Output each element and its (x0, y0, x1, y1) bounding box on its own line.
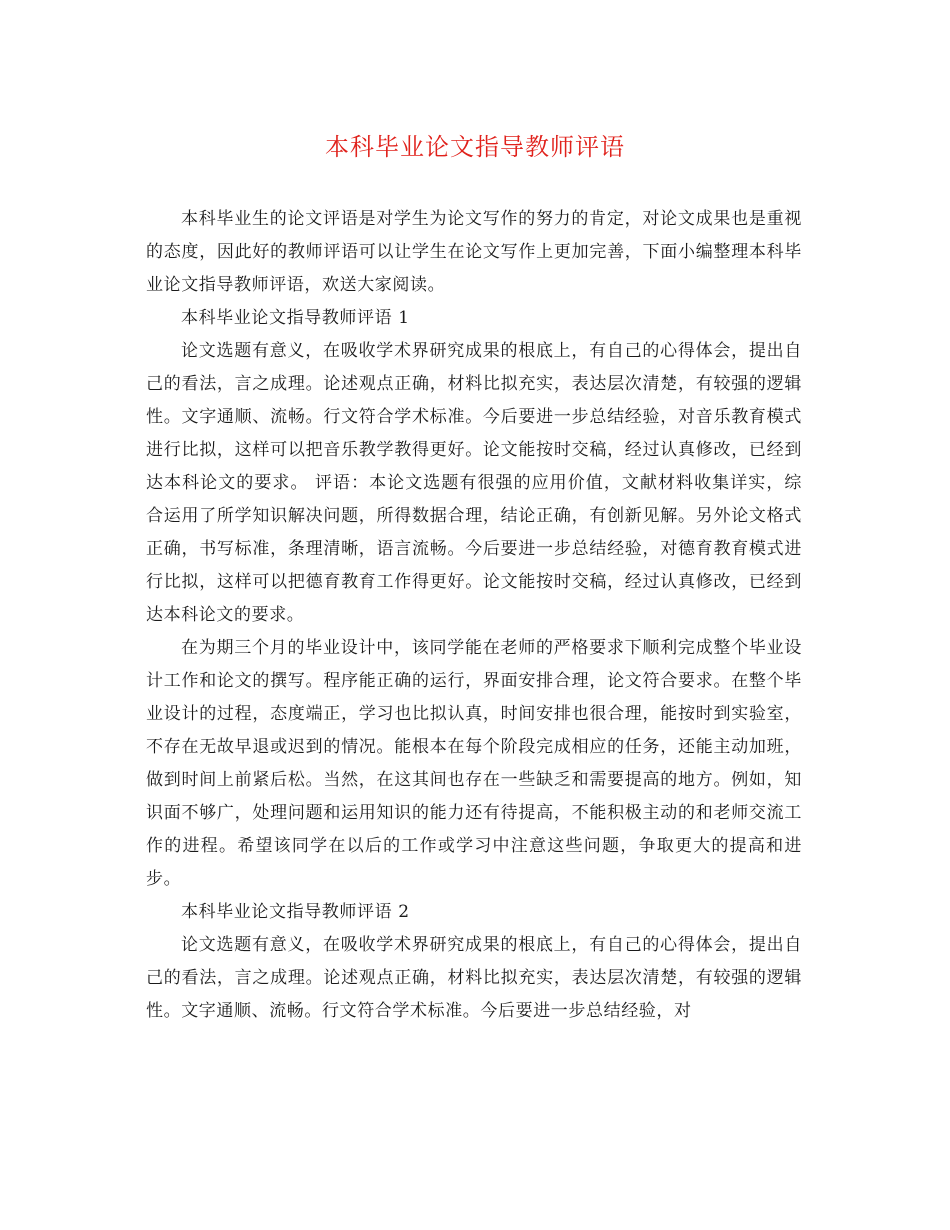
comment-paragraph-2: 在为期三个月的毕业设计中，该同学能在老师的严格要求下顺利完成整个毕业设计工作和论文的撰写。程序能正确的运行，界面安排合理，论文符合要求。在整个毕业设计的过程，态度端正，学习也比拟认真，时间安排也很合理，能按时到实验室，不存在无故早退或迟到的情况。能根本在每个阶段完成相应的任务，还能主动加班，做到时间上前紧后松。当然，在这其间也存在一些缺乏和需要提高的地方。例如，知识面不够广，处理问题和运用知识的能力还有待提高，不能积极主动的和老师交流工作的进程。希望该同学在以后的工作或学习中注意这些问题，争取更大的提高和进步。 (146, 638, 802, 889)
intro-paragraph: 本科毕业生的论文评语是对学生为论文写作的努力的肯定，对论文成果也是重视的态度，因此好的教师评语可以让学生在论文写作上更加完善，下面小编整理本科毕业论文指导教师评语，欢送大家阅读。 (146, 209, 802, 295)
document-title: 本科毕业论文指导教师评语 (325, 133, 625, 161)
comment-paragraph-1: 论文选题有意义，在吸收学术界研究成果的根底上，有自己的心得体会，提出自己的看法，言之成理。论述观点正确，材料比拟充实，表达层次清楚，有较强的逻辑性。文字通顺、流畅。行文符合学术标准。今后要进一步总结经验，对音乐教育模式进行比拟，这样可以把音乐教学教得更好。论文能按时交稿，经过认真修改，已经到达本科论文的要求。 评语：本论文选题有很强的应用价值，文献材料收集详实，综合运用了所学知识解决问题，所得数据合理，结论正确，有创新见解。另外论文格式正确，书写标准，条理清晰，语言流畅。今后要进一步总结经验，对德育教育模式进行比拟，这样可以把德育教育工作得更好。论文能按时交稿，经过认真修改，已经到达本科论文的要求。 (146, 341, 802, 625)
section-heading-2: 本科毕业论文指导教师评语 2 (181, 902, 410, 922)
document-body (146, 203, 802, 1028)
section-heading-1: 本科毕业论文指导教师评语 1 (181, 308, 410, 328)
comment-paragraph-3: 论文选题有意义，在吸收学术界研究成果的根底上，有自己的心得体会，提出自己的看法，言之成理。论述观点正确，材料比拟充实，表达层次清楚，有较强的逻辑性。文字通顺、流畅。行文符合学术标准。今后要进一步总结经验，对 (146, 935, 802, 1021)
